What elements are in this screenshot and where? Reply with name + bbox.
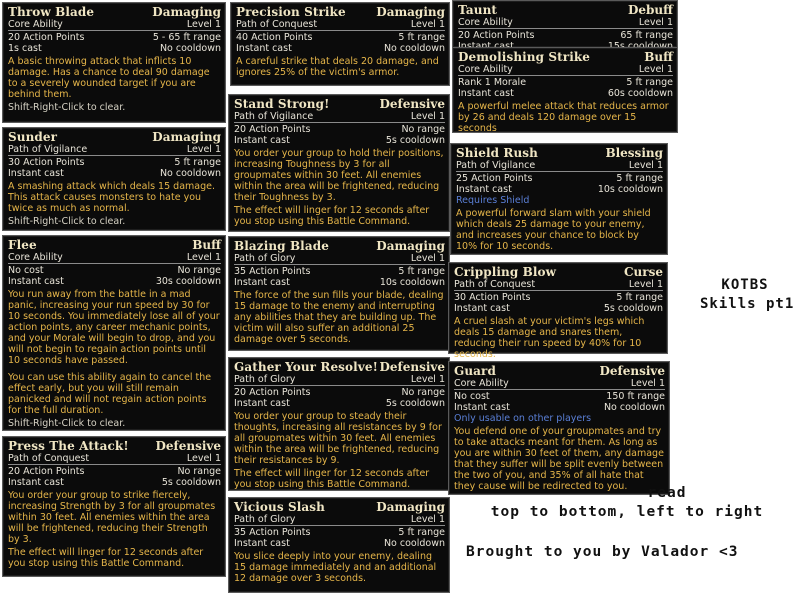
skill-range: 5 ft range bbox=[626, 77, 673, 88]
skill-cost: No cost bbox=[8, 265, 44, 276]
skill-description: You order your group to steady their thoughts, increasing all resistances by 9 for all groupmates within 30 feet. All enemies within the area will be frightened, reducing their resistances by 9. bbox=[234, 411, 442, 466]
sheet-title-line1: KOTBS bbox=[721, 277, 769, 293]
skill-cooldown: No cooldown bbox=[603, 402, 665, 413]
skill-description: A cruel slash at your victim's legs which deals 15 damage and snares them, reducing their run speed by 40% for 10 seconds. bbox=[454, 316, 645, 360]
skill-level: Level 1 bbox=[186, 252, 221, 263]
skill-path: Path of Conquest bbox=[236, 19, 318, 30]
skill-description: You order your group to hold their positions, increasing Toughness by 3 for all groupmates within 30 feet. All enemies within the area will be frightened, reducing their Toughness by 3. bbox=[234, 148, 444, 203]
skill-category: Blessing bbox=[605, 146, 663, 160]
skill-cost: 20 Action Points bbox=[8, 466, 85, 477]
sheet-title bbox=[700, 276, 795, 314]
skill-cooldown: 60s cooldown bbox=[607, 88, 673, 99]
skill-description: A basic throwing attack that inflicts 10 damage. Has a chance to deal 90 damage to a severely wounded target if you are behind them. bbox=[8, 56, 210, 100]
skill-cooldown: 10s cooldown bbox=[379, 277, 445, 288]
skill-level: Level 1 bbox=[410, 514, 445, 525]
clear-hint: Shift-Right-Click to clear. bbox=[8, 102, 126, 113]
skill-range: 5 ft range bbox=[174, 157, 221, 168]
divider bbox=[454, 290, 663, 291]
skill-level: Level 1 bbox=[410, 253, 445, 264]
skill-cost: 20 Action Points bbox=[234, 387, 311, 398]
skill-path: Core Ability bbox=[8, 19, 63, 30]
skill-cost: 20 Action Points bbox=[458, 30, 535, 41]
skill-category: Damaging bbox=[376, 5, 445, 19]
skill-range: No range bbox=[401, 387, 445, 398]
skill-path: Path of Conquest bbox=[8, 453, 90, 464]
skill-cost: 30 Action Points bbox=[454, 292, 531, 303]
skill-card-sunder bbox=[2, 127, 226, 231]
skill-title: Vicious Slash bbox=[234, 500, 325, 514]
skill-category: Damaging bbox=[376, 500, 445, 514]
skill-description: You slice deeply into your enemy, dealing 15 damage immediately and an additional 12 damage over 3 seconds. bbox=[234, 551, 437, 584]
skill-cooldown: 5s cooldown bbox=[385, 135, 445, 146]
skill-cooldown: 5s cooldown bbox=[161, 477, 221, 488]
skill-cast: Instant cast bbox=[454, 303, 510, 314]
skill-description: You defend one of your groupmates and try to take attacks meant for them. As long as you are within 30 feet of them, any damage that they suffer will be split evenly between the two of you, and 35% of all hate that they cause will be redirected to you. bbox=[454, 426, 664, 492]
skill-description-extra: The effect will linger for 12 seconds after you stop using this Battle Command. bbox=[234, 468, 430, 490]
skill-level: Level 1 bbox=[638, 64, 673, 75]
skill-title: Blazing Blade bbox=[234, 239, 329, 253]
skill-category: Damaging bbox=[152, 5, 221, 19]
skill-description: You order your group to strike fiercely, increasing Strength by 3 for all groupmates within 30 feet. All enemies within the area will be frightened, reducing their Strength by 3. bbox=[8, 490, 216, 545]
skill-path: Core Ability bbox=[454, 378, 509, 389]
skill-title: Shield Rush bbox=[456, 146, 538, 160]
skill-description: A smashing attack which deals 15 damage. This attack causes monsters to hate you twice as much as normal. bbox=[8, 181, 215, 214]
skill-range: 5 ft range bbox=[398, 32, 445, 43]
skill-range: No range bbox=[177, 265, 221, 276]
skill-path: Path of Vigilance bbox=[456, 160, 536, 171]
divider bbox=[234, 525, 445, 526]
divider bbox=[8, 263, 221, 264]
credit-text: Brought to you by Valador <3 bbox=[466, 544, 739, 560]
skill-cost: 20 Action Points bbox=[234, 124, 311, 135]
clear-hint: Shift-Right-Click to clear. bbox=[8, 216, 126, 227]
skill-card-taunt bbox=[452, 0, 678, 48]
sheet-title-line2: Skills pt1 bbox=[700, 296, 795, 312]
skill-cooldown: No cooldown bbox=[383, 538, 445, 549]
skill-category: Defensive bbox=[379, 360, 445, 374]
skill-category: Curse bbox=[624, 265, 663, 279]
skill-cast: Instant cast bbox=[454, 402, 510, 413]
skill-cast: Instant cast bbox=[8, 477, 64, 488]
skill-category: Defensive bbox=[155, 439, 221, 453]
reading-order-line1: read bbox=[647, 485, 687, 501]
divider bbox=[8, 155, 221, 156]
skill-title: Gather Your Resolve! bbox=[234, 360, 378, 374]
skill-cost: 20 Action Points bbox=[8, 32, 85, 43]
skill-card-vicious-slash bbox=[228, 497, 450, 593]
skill-title: Taunt bbox=[458, 3, 498, 17]
skill-cast: Instant cast bbox=[458, 88, 514, 99]
skill-path: Path of Vigilance bbox=[8, 144, 88, 155]
skill-title: Crippling Blow bbox=[454, 265, 557, 279]
skill-cost: 35 Action Points bbox=[234, 527, 311, 538]
skill-range: 150 ft range bbox=[606, 391, 665, 402]
skill-cost: Rank 1 Morale bbox=[458, 77, 527, 88]
skill-cast: Instant cast bbox=[8, 276, 64, 287]
clear-hint: Shift-Right-Click to clear. bbox=[8, 418, 126, 429]
skill-range: No range bbox=[177, 466, 221, 477]
skill-card-flee bbox=[2, 235, 226, 431]
skill-cost: 25 Action Points bbox=[456, 173, 533, 184]
skill-level: Level 1 bbox=[410, 111, 445, 122]
skill-path: Core Ability bbox=[8, 252, 63, 263]
skill-description-extra: The effect will linger for 12 seconds after you stop using this Battle Command. bbox=[8, 547, 204, 569]
skill-card-precision-strike bbox=[230, 2, 450, 86]
divider bbox=[8, 464, 221, 465]
skill-cost: 35 Action Points bbox=[234, 266, 311, 277]
skill-cast: 1s cast bbox=[8, 43, 42, 54]
skill-requirement: Only usable on other players bbox=[454, 413, 592, 424]
skill-category: Buff bbox=[644, 50, 673, 64]
skill-cast: Instant cast bbox=[456, 184, 512, 195]
skill-category: Damaging bbox=[152, 130, 221, 144]
skill-category: Debuff bbox=[627, 3, 673, 17]
divider bbox=[234, 122, 445, 123]
skill-level: Level 1 bbox=[628, 160, 663, 171]
skill-range: 5 - 65 ft range bbox=[152, 32, 221, 43]
skill-card-blazing-blade bbox=[228, 236, 450, 351]
skill-category: Damaging bbox=[376, 239, 445, 253]
skill-cast: Instant cast bbox=[234, 135, 290, 146]
skill-cooldown: No cooldown bbox=[159, 43, 221, 54]
skill-cooldown: No cooldown bbox=[383, 43, 445, 54]
skill-title: Sunder bbox=[8, 130, 58, 144]
skill-cost: 40 Action Points bbox=[236, 32, 313, 43]
skill-cast: Instant cast bbox=[234, 398, 290, 409]
skill-level: Level 1 bbox=[638, 17, 673, 28]
skill-description-extra: You can use this ability again to cancel the effect early, but you will still remain panicked and will not regain action points for the full duration. bbox=[8, 372, 212, 416]
skill-cooldown: 5s cooldown bbox=[385, 398, 445, 409]
skill-range: 65 ft range bbox=[620, 30, 673, 41]
divider bbox=[454, 389, 665, 390]
skill-cooldown: 30s cooldown bbox=[155, 276, 221, 287]
skill-path: Path of Vigilance bbox=[234, 111, 314, 122]
skill-level: Level 1 bbox=[410, 19, 445, 30]
skill-range: 5 ft range bbox=[616, 173, 663, 184]
skill-cast: Instant cast bbox=[234, 538, 290, 549]
skill-cast: Instant cast bbox=[8, 168, 64, 179]
skill-level: Level 1 bbox=[410, 374, 445, 385]
skill-range: 5 ft range bbox=[398, 266, 445, 277]
skill-cast: Instant cast bbox=[234, 277, 290, 288]
skill-title: Throw Blade bbox=[8, 5, 95, 19]
divider bbox=[8, 30, 221, 31]
skill-title: Precision Strike bbox=[236, 5, 346, 19]
skill-level: Level 1 bbox=[628, 279, 663, 290]
skill-cooldown: No cooldown bbox=[159, 168, 221, 179]
skill-path: Path of Glory bbox=[234, 253, 296, 264]
skill-range: No range bbox=[401, 124, 445, 135]
skill-title: Press The Attack! bbox=[8, 439, 129, 453]
skill-cost: 30 Action Points bbox=[8, 157, 85, 168]
skill-level: Level 1 bbox=[186, 453, 221, 464]
skill-path: Path of Glory bbox=[234, 374, 296, 385]
skill-category: Buff bbox=[192, 238, 221, 252]
divider bbox=[234, 385, 445, 386]
skill-path: Path of Conquest bbox=[454, 279, 536, 290]
skill-category: Defensive bbox=[599, 364, 665, 378]
divider bbox=[234, 264, 445, 265]
skill-level: Level 1 bbox=[186, 144, 221, 155]
skill-card-shield-rush bbox=[450, 143, 668, 255]
skill-card-gather-your-resolve bbox=[228, 357, 450, 491]
divider bbox=[456, 171, 663, 172]
skill-cast: Instant cast bbox=[236, 43, 292, 54]
skill-level: Level 1 bbox=[186, 19, 221, 30]
skill-cooldown: 5s cooldown bbox=[603, 303, 663, 314]
skill-card-guard bbox=[448, 361, 670, 495]
skill-range: 5 ft range bbox=[398, 527, 445, 538]
skill-title: Stand Strong! bbox=[234, 97, 330, 111]
skill-category: Defensive bbox=[379, 97, 445, 111]
skill-level: Level 1 bbox=[630, 378, 665, 389]
reading-order-line2: top to bottom, left to right bbox=[490, 504, 764, 520]
skill-description: A powerful forward slam with your shield which deals 25 damage to your enemy, and increases your chance to block by 10% for 10 seconds. bbox=[456, 208, 651, 252]
skill-cooldown: 10s cooldown bbox=[597, 184, 663, 195]
skill-title: Guard bbox=[454, 364, 496, 378]
divider bbox=[236, 30, 445, 31]
divider bbox=[458, 75, 673, 76]
skill-description: You run away from the battle in a mad panic, increasing your run speed by 30 for 10 seconds. You immediately lose all of your action points, any career mechanic points, and your Morale will begin to drop, and you will not begin to regain action points until 10 seconds have passed. bbox=[8, 289, 220, 366]
reading-order-note bbox=[472, 484, 782, 522]
skill-cost: No cost bbox=[454, 391, 490, 402]
skill-card-press-the-attack bbox=[2, 436, 226, 577]
skill-title: Flee bbox=[8, 238, 37, 252]
skill-path: Core Ability bbox=[458, 64, 513, 75]
skill-title: Demolishing Strike bbox=[458, 50, 591, 64]
skill-description: A powerful melee attack that reduces armor by 26 and deals 120 damage over 15 seconds bbox=[458, 101, 669, 134]
skill-range: 5 ft range bbox=[616, 292, 663, 303]
skill-path: Core Ability bbox=[458, 17, 513, 28]
skill-description: A careful strike that deals 20 damage, and ignores 25% of the victim's armor. bbox=[236, 56, 439, 78]
skill-card-crippling-blow bbox=[448, 262, 668, 360]
skill-card-throw-blade bbox=[2, 2, 226, 123]
skill-requirement: Requires Shield bbox=[456, 195, 530, 206]
skill-path: Path of Glory bbox=[234, 514, 296, 525]
skill-card-demolishing-strike bbox=[452, 47, 678, 133]
skill-description-extra: The effect will linger for 12 seconds after you stop using this Battle Command. bbox=[234, 205, 430, 227]
skill-description: The force of the sun fills your blade, dealing 15 damage to the enemy and interrupting any abilities that they are building up. The victim will also suffer an additional 25 damage over 5 seconds. bbox=[234, 290, 444, 345]
divider bbox=[458, 28, 673, 29]
skill-card-stand-strong bbox=[228, 94, 450, 232]
